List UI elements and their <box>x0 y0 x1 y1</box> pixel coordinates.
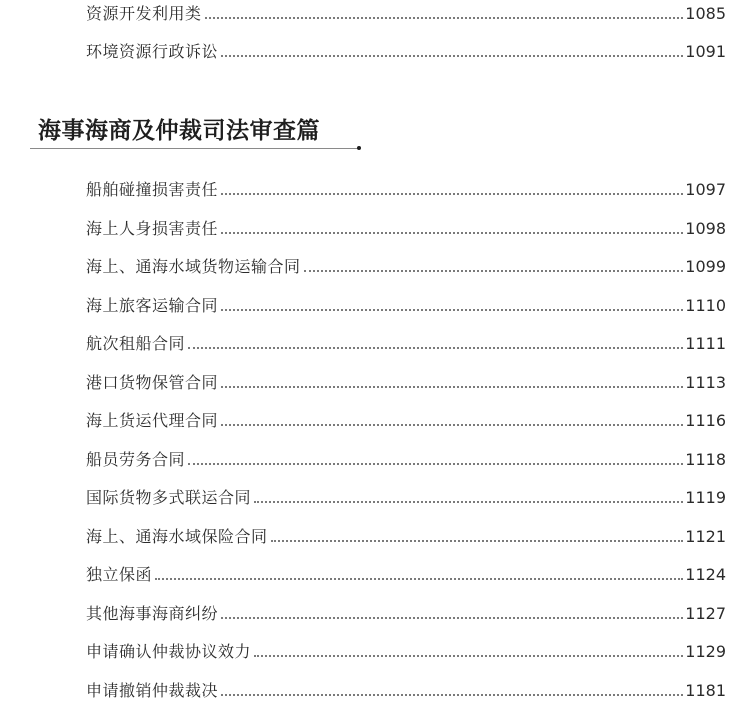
toc-entry-page: 1097 <box>685 180 726 199</box>
toc-entry-title: 申请撤销仲裁裁决 <box>86 681 219 700</box>
toc-entry[interactable] <box>86 38 726 62</box>
section-heading-rule <box>30 148 360 149</box>
dot-leader <box>254 655 683 657</box>
dot-leader <box>221 232 683 234</box>
toc-entry-page: 1085 <box>685 4 726 23</box>
toc-entry-title: 海上、通海水域货物运输合同 <box>86 257 301 276</box>
toc-entry[interactable] <box>86 407 726 431</box>
toc-entry[interactable] <box>86 600 726 624</box>
toc-entry-page: 1121 <box>685 527 726 546</box>
dot-leader <box>221 617 683 619</box>
toc-entry-title: 国际货物多式联运合同 <box>86 488 252 507</box>
toc-entry-title: 环境资源行政诉讼 <box>86 42 219 61</box>
toc-entry-title: 海上旅客运输合同 <box>86 296 219 315</box>
toc-entry-title: 海上货运代理合同 <box>86 411 219 430</box>
dot-leader <box>271 540 684 542</box>
dot-leader <box>188 347 683 349</box>
section-heading-rule-dot <box>357 146 361 150</box>
toc-entry-title: 海上人身损害责任 <box>86 219 219 238</box>
toc-entry-page: 1098 <box>685 219 726 238</box>
dot-leader <box>205 17 684 19</box>
toc-entry-page: 1127 <box>685 604 726 623</box>
toc-entry-page: 1129 <box>685 642 726 661</box>
toc-entry[interactable] <box>86 446 726 470</box>
toc-entry-page: 1124 <box>685 565 726 584</box>
dot-leader <box>221 55 683 57</box>
dot-leader <box>188 463 683 465</box>
toc-entry-page: 1116 <box>685 411 726 430</box>
toc-entry-title: 船舶碰撞损害责任 <box>86 180 219 199</box>
dot-leader <box>221 424 683 426</box>
toc-entry-page: 1110 <box>685 296 726 315</box>
toc-entry-page: 1111 <box>685 334 726 353</box>
dot-leader <box>221 386 683 388</box>
toc-entry[interactable] <box>86 330 726 354</box>
toc-entry-title: 独立保函 <box>86 565 153 584</box>
toc-entry-title: 航次租船合同 <box>86 334 186 353</box>
toc-entry-title: 申请确认仲裁协议效力 <box>86 642 252 661</box>
dot-leader <box>254 501 683 503</box>
toc-entry[interactable] <box>86 0 726 24</box>
toc-entry[interactable] <box>86 484 726 508</box>
toc-entry[interactable] <box>86 253 726 277</box>
dot-leader <box>221 694 683 696</box>
toc-entry-title: 船员劳务合同 <box>86 450 186 469</box>
toc-entry[interactable] <box>86 292 726 316</box>
toc-entry[interactable] <box>86 215 726 239</box>
toc-entry-title: 其他海事海商纠纷 <box>86 604 219 623</box>
toc-entry[interactable] <box>86 369 726 393</box>
toc-entry-page: 1091 <box>685 42 726 61</box>
toc-entry[interactable] <box>86 638 726 662</box>
dot-leader <box>221 193 683 195</box>
toc-entry-title: 海上、通海水域保险合同 <box>86 527 268 546</box>
toc-entry-page: 1181 <box>685 681 726 700</box>
toc-entry-title: 港口货物保管合同 <box>86 373 219 392</box>
toc-entry[interactable] <box>86 561 726 585</box>
dot-leader <box>304 270 684 272</box>
toc-entry-page: 1099 <box>685 257 726 276</box>
toc-entry[interactable] <box>86 523 726 547</box>
toc-entry-page: 1118 <box>685 450 726 469</box>
section-heading: 海事海商及仲裁司法审查篇 <box>38 118 320 144</box>
toc-entry-page: 1119 <box>685 488 726 507</box>
toc-entry[interactable] <box>86 176 726 200</box>
toc-entry-title: 资源开发利用类 <box>86 4 202 23</box>
toc-entry[interactable] <box>86 677 726 701</box>
dot-leader <box>155 578 683 580</box>
dot-leader <box>221 309 683 311</box>
toc-entry-page: 1113 <box>685 373 726 392</box>
